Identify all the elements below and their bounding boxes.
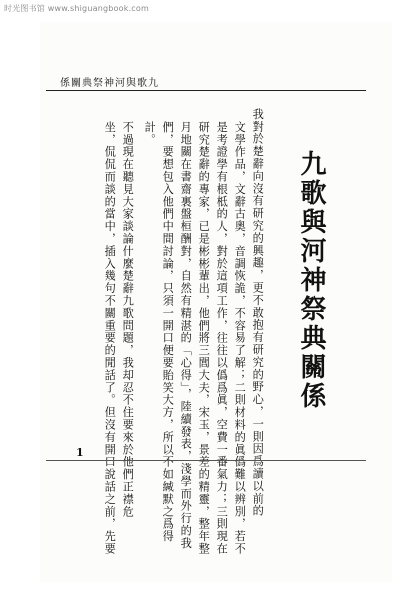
chapter-title: 九歌與河神祭典關係 [296,150,326,411]
text-column-1: 我對於楚辭向沒有研究的興趣，更不敢抱有研究的野心，一則因爲讀以前的 [251,108,265,518]
text-column-6: 們，要想包入他們中間討論，只須一開口便要貽笑大方，所以不如緘默之爲得 [161,121,175,543]
text-column-4: 研究楚辭的專家，已是彬彬輩出，他們將三閭大夫，宋玉，景差的精靈，整年整 [197,121,211,555]
text-column-8: 不過現在聽見大家談論什麼楚辭九歌問題，我却忍不住要來於他們正襟危 [121,121,135,518]
header-rule [46,90,366,91]
running-header: 九歌與河神祭典關係 [60,78,159,89]
text-column-3: 是考證學有根柢的人，對於這項工作，往往以僞爲眞，空費一番氣力；三則現在 [215,121,229,555]
text-column-5: 月地關在書齋裏盤桓酬對，自然有精湛的「心得」，陸續發表，淺學而外行的我 [179,121,193,550]
text-column-7: 計。 [143,121,157,146]
page-number: 1 [76,446,84,459]
watermark-text: 时光图书馆 www.shiguangbook.com [4,4,149,13]
text-column-2: 文學作品，文辭古奧，音調恢詭，不容易了解；二則材料的眞僞難以辨別，若不 [233,121,247,555]
text-column-9: 坐，侃侃而談的當中，插入幾句不關重要的閒話了。但沒有開口說話之前，先要 [103,121,117,555]
footer-rule [46,460,366,461]
